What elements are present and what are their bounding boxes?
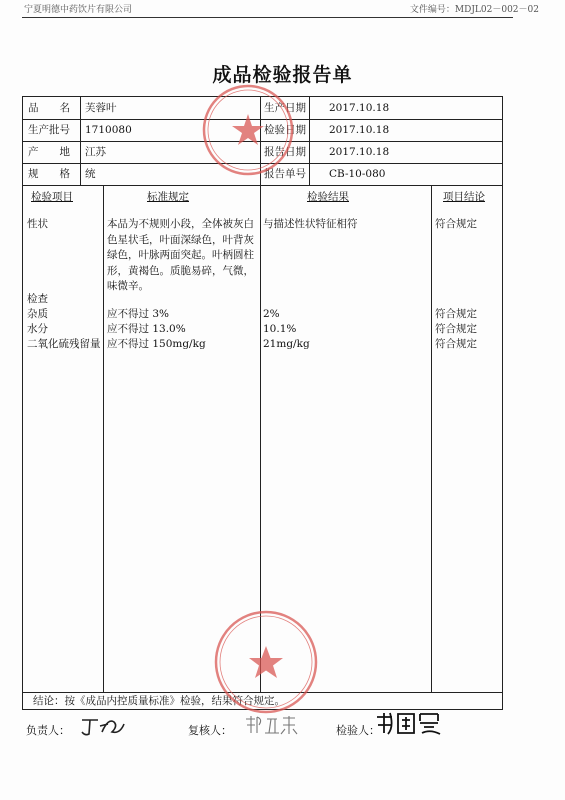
result-impurity: 2% — [263, 308, 280, 320]
conclusion-text: 结论：按《成品内控质量标准》检验，结果符合规定。 — [33, 695, 285, 707]
label-product-name: 品 名 — [28, 102, 70, 114]
label-specification: 规 格 — [28, 168, 70, 180]
result-appearance: 与描述性状特征相符 — [263, 218, 358, 230]
value-report-date: 2017.10.18 — [329, 146, 390, 158]
col-divider — [309, 97, 310, 185]
page-title: 成品检验报告单 — [212, 64, 353, 86]
col-header-conclusion: 项目结论 — [443, 191, 485, 203]
label-origin: 产 地 — [28, 146, 70, 158]
item-moisture: 水分 — [27, 323, 48, 335]
conclusion-impurity: 符合规定 — [435, 308, 477, 320]
responsible-label: 负责人： — [26, 724, 70, 737]
reviewer-label: 复核人： — [188, 724, 232, 737]
col-divider — [431, 185, 432, 692]
value-product-name: 芙蓉叶 — [85, 102, 117, 114]
value-origin: 江苏 — [85, 146, 106, 158]
quality-seal-bottom — [212, 608, 320, 716]
conclusion-appearance: 符合规定 — [435, 218, 477, 230]
value-specification: 统 — [85, 168, 96, 180]
value-production-date: 2017.10.18 — [329, 102, 390, 114]
col-divider — [80, 97, 81, 185]
item-impurity: 杂质 — [27, 308, 48, 320]
header-rule — [22, 17, 513, 18]
reviewer-signature — [243, 713, 299, 737]
label-production-date: 生产日期 — [264, 102, 306, 114]
col-header-result: 检验结果 — [307, 191, 349, 203]
standard-appearance: 本品为不规则小段，全体被灰白色星状毛，叶面深绿色，叶背灰绿色，叶脉两面突起。叶柄圆柱形，黄褐色。质脆易碎，气微，味微辛。 — [107, 218, 254, 292]
standard-so2-residue: 应不得过 150mg/kg — [107, 338, 206, 350]
inspector-label: 检验人： — [336, 724, 380, 737]
value-report-number: CB-10-080 — [329, 168, 386, 180]
company-name: 宁夏明德中药饮片有限公司 — [24, 5, 133, 15]
label-inspection-date: 检验日期 — [264, 124, 306, 136]
standard-impurity: 应不得过 3% — [107, 308, 169, 320]
result-moisture: 10.1% — [263, 323, 297, 335]
item-inspection: 检查 — [27, 293, 48, 305]
responsible-signature — [78, 712, 128, 738]
col-header-item: 检验项目 — [31, 191, 73, 203]
item-appearance: 性状 — [27, 218, 48, 230]
standard-moisture: 应不得过 13.0% — [107, 323, 186, 335]
document-number: 文件编号：MDJL02－002－02 — [409, 5, 539, 15]
conclusion-moisture: 符合规定 — [435, 323, 477, 335]
document-header — [22, 2, 543, 16]
result-so2-residue: 21mg/kg — [263, 338, 310, 350]
value-batch-number: 1710080 — [85, 124, 132, 136]
col-divider — [260, 97, 261, 692]
inspector-signature — [374, 709, 444, 737]
label-report-date: 报告日期 — [264, 146, 306, 158]
value-inspection-date: 2017.10.18 — [329, 124, 390, 136]
col-header-standard: 标准规定 — [147, 191, 189, 203]
label-report-number: 报告单号 — [264, 168, 306, 180]
conclusion-so2-residue: 符合规定 — [435, 338, 477, 350]
label-batch-number: 生产批号 — [28, 124, 70, 136]
quality-seal-top — [200, 82, 296, 178]
item-so2-residue: 二氧化硫残留量 — [27, 338, 101, 350]
col-divider — [103, 185, 104, 692]
